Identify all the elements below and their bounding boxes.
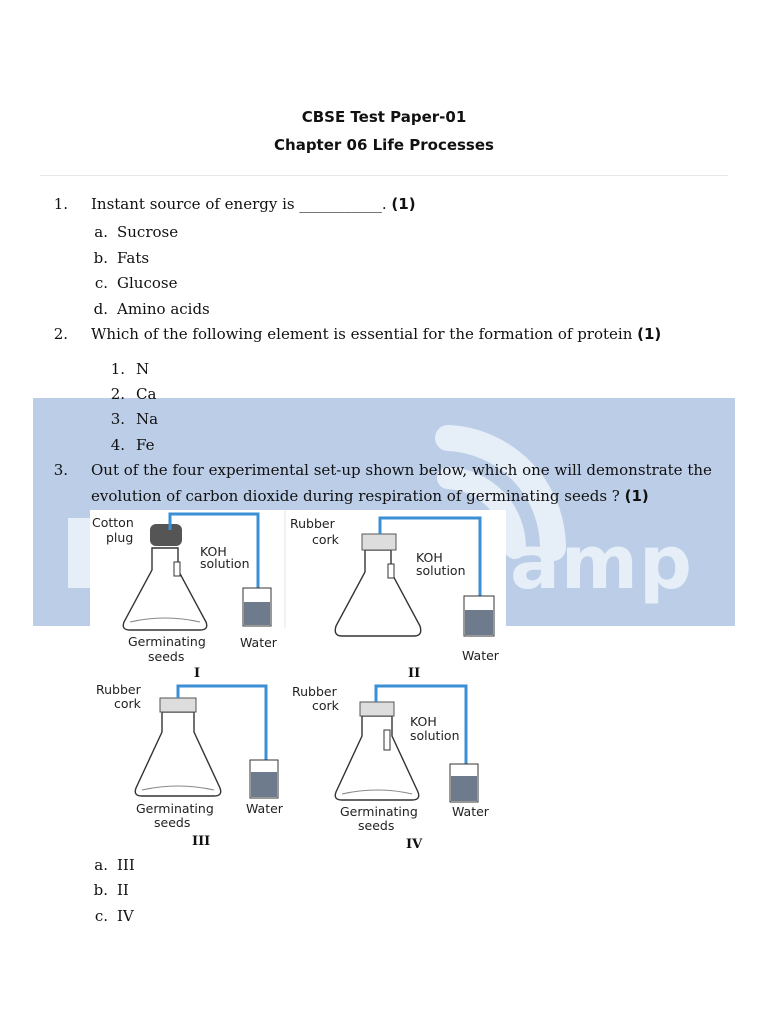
svg-text:seeds: seeds xyxy=(154,815,191,830)
svg-text:cork: cork xyxy=(312,698,339,713)
svg-text:plug: plug xyxy=(106,530,134,545)
question-marks: (1) xyxy=(624,487,649,505)
svg-text:KOH: KOH xyxy=(200,544,227,559)
svg-text:solution: solution xyxy=(200,556,250,571)
svg-text:IV: IV xyxy=(406,837,423,852)
svg-text:Water: Water xyxy=(240,635,277,650)
svg-text:Cotton: Cotton xyxy=(92,515,134,530)
question-marks: (1) xyxy=(637,325,662,343)
question-text: Which of the following element is essential for the formation of protein xyxy=(91,325,633,343)
cotton-plug-icon xyxy=(150,524,182,546)
svg-text:Rubber: Rubber xyxy=(292,684,337,699)
question-number: 2. xyxy=(53,325,68,343)
question-text: Instant source of energy is ___________. xyxy=(91,195,387,213)
svg-text:Water: Water xyxy=(246,801,283,816)
question-number: 3. xyxy=(53,461,68,479)
svg-text:Germinating: Germinating xyxy=(128,634,206,649)
svg-text:II: II xyxy=(408,666,421,681)
question-marks: (1) xyxy=(391,195,416,213)
question-number: 1. xyxy=(53,195,68,213)
svg-text:Water: Water xyxy=(462,648,499,663)
question-text: Out of the four experimental set-up shown below, which one will demonstrate the xyxy=(91,461,712,479)
watermark-text: amp xyxy=(510,520,694,606)
svg-text:solution: solution xyxy=(416,563,466,578)
paper-title: CBSE Test Paper-01 xyxy=(301,108,467,126)
question-3-continued xyxy=(91,486,649,506)
svg-text:Rubber: Rubber xyxy=(290,516,335,531)
svg-text:I: I xyxy=(194,666,201,681)
svg-text:KOH: KOH xyxy=(410,714,437,729)
svg-text:III: III xyxy=(192,834,211,849)
svg-text:Water: Water xyxy=(452,804,489,819)
svg-text:KOH: KOH xyxy=(416,550,443,565)
svg-text:seeds: seeds xyxy=(358,818,395,833)
header-divider xyxy=(40,175,728,176)
svg-text:solution: solution xyxy=(410,728,460,743)
svg-text:Rubber: Rubber xyxy=(96,682,141,697)
svg-text:Germinating: Germinating xyxy=(340,804,418,819)
question-text: evolution of carbon dioxide during respiration of germinating seeds ? xyxy=(91,487,620,505)
svg-text:cork: cork xyxy=(312,532,339,547)
chapter-title: Chapter 06 Life Processes xyxy=(274,136,494,154)
respiration-setups-figure xyxy=(90,510,506,855)
svg-text:seeds: seeds xyxy=(148,649,185,664)
svg-text:cork: cork xyxy=(114,696,141,711)
svg-text:Germinating: Germinating xyxy=(136,801,214,816)
